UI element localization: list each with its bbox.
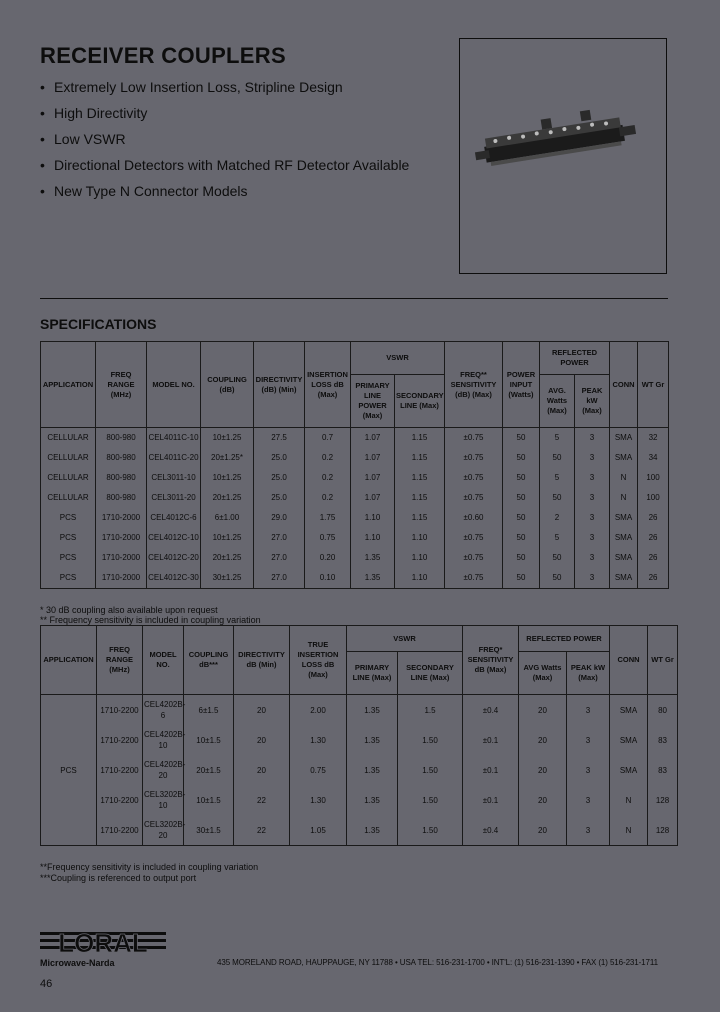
col-directivity: DIRECTIVITY dB (Min): [234, 626, 290, 695]
loral-logo: [40, 930, 166, 958]
col-vswr: VSWR: [351, 342, 445, 375]
table-row: CELLULAR 800-980 CEL3011-10 10±1.25 25.0 0.2 1.07 1.15 ±0.75 50 5 3 N 100: [41, 468, 669, 488]
table-header-row: [41, 626, 678, 652]
bullet-mark: •: [40, 183, 45, 199]
col-application: APPLICATION: [41, 626, 97, 695]
col-vswr: VSWR: [347, 626, 463, 652]
table-row: CELLULAR 800-980 CEL4011C-10 10±1.25 27.5 0.7 1.07 1.15 ±0.75 50 5 3 SMA 32: [41, 428, 669, 449]
col-freq-sensitivity: FREQ* SENSITIVITY dB (Max): [463, 626, 519, 695]
logo-text: LORAL: [58, 930, 148, 958]
col-freq-sensitivity: FREQ** SENSITIVITY (dB) (Max): [445, 342, 503, 428]
col-avg: AVG Watts (Max): [519, 652, 567, 695]
col-directivity: DIRECTIVITY (dB) (Min): [254, 342, 305, 428]
specs-table-2: [40, 625, 678, 846]
col-model: MODEL NO.: [143, 626, 184, 695]
col-conn: CONN: [610, 626, 648, 695]
col-peak: PEAK kW (Max): [567, 652, 610, 695]
page-number: 46: [40, 978, 53, 990]
bullet-mark: •: [40, 105, 45, 121]
coupler-illustration: [460, 39, 665, 272]
col-application: APPLICATION: [41, 342, 96, 428]
col-wt: WT Gr: [648, 626, 678, 695]
bullet-mark: •: [40, 157, 45, 173]
feature-item: • New Type N Connector Models: [40, 183, 248, 199]
col-conn: CONN: [610, 342, 638, 428]
col-coupling: COUPLING dB***: [184, 626, 234, 695]
col-reflected-power: REFLECTED POWER: [519, 626, 610, 652]
col-true-insertion-loss: TRUE INSERTION LOSS dB (Max): [290, 626, 347, 695]
table-row: CELLULAR 800-980 CEL3011-20 20±1.25 25.0 0.2 1.07 1.15 ±0.75 50 50 3 N 100: [41, 488, 669, 508]
feature-list: [40, 78, 409, 208]
specs-table-1: [40, 341, 669, 589]
company-address: 435 MORELAND ROAD, HAUPPAUGE, NY 11788 • USA TEL: 516-231-1700 • INT'L: (1) 516-231-1390 • FAX (1) 516-231-1711: [217, 958, 658, 967]
page-title: RECEIVER COUPLERS: [40, 43, 286, 68]
col-peak: PEAK kW (Max): [575, 375, 610, 428]
table-row: 1710-2200 CEL4202B-20 20±1.5 20 0.75 1.35 1.50 ±0.1 20 3 SMA 83: [41, 755, 678, 785]
table-row: PCS 1710-2000 CEL4012C-20 20±1.25 27.0 0.20 1.35 1.10 ±0.75 50 50 3 SMA 26: [41, 548, 669, 568]
table2-footnote: **Frequency sensitivity is included in coupling variation: [40, 862, 259, 872]
col-power-input: POWER INPUT (Watts): [503, 342, 540, 428]
col-primary-line: PRIMARY LINE (Max): [347, 652, 398, 695]
feature-item: • Extremely Low Insertion Loss, Stripline Design: [40, 79, 343, 95]
specifications-heading: SPECIFICATIONS: [40, 316, 157, 332]
col-freq-range: FREQ RANGE (MHz): [96, 342, 147, 428]
table-row: 1710-2200 CEL3202B-20 30±1.5 22 1.05 1.35 1.50 ±0.4 20 3 N 128: [41, 815, 678, 846]
table-row: CELLULAR 800-980 CEL4011C-20 20±1.25* 25.0 0.2 1.07 1.15 ±0.75 50 50 3 SMA 34: [41, 448, 669, 468]
col-freq-range: FREQ RANGE (MHz): [97, 626, 143, 695]
table1-footnote: ** Frequency sensitivity is included in coupling variation: [40, 615, 261, 625]
division-name: Microwave-Narda: [40, 958, 115, 968]
col-reflected-power: REFLECTED POWER: [540, 342, 610, 375]
table-row: PCS 1710-2000 CEL4012C-6 6±1.00 29.0 1.75 1.10 1.15 ±0.60 50 2 3 SMA 26: [41, 508, 669, 528]
table-row: PCS 1710-2000 CEL4012C-30 30±1.25 27.0 0.10 1.35 1.10 ±0.75 50 50 3 SMA 26: [41, 568, 669, 589]
feature-item: • High Directivity: [40, 105, 148, 121]
feature-item: • Low VSWR: [40, 131, 126, 147]
table-row: PCS 1710-2200 CEL4202B-6 6±1.5 20 2.00 1.35 1.5 ±0.4 20 3 SMA 80: [41, 695, 678, 726]
col-wt: WT Gr: [638, 342, 669, 428]
table-row: PCS 1710-2000 CEL4012C-10 10±1.25 27.0 0.75 1.10 1.10 ±0.75 50 5 3 SMA 26: [41, 528, 669, 548]
col-insertion-loss: INSERTION LOSS dB (Max): [305, 342, 351, 428]
bullet-mark: •: [40, 131, 45, 147]
table-row: 1710-2200 CEL3202B-10 10±1.5 22 1.30 1.35 1.50 ±0.1 20 3 N 128: [41, 785, 678, 815]
col-primary-line: PRIMARY LINE POWER (Max): [351, 375, 395, 428]
feature-item: • Directional Detectors with Matched RF Detector Available: [40, 157, 410, 173]
col-coupling: COUPLING (dB): [201, 342, 254, 428]
bullet-mark: •: [40, 79, 45, 95]
product-photo: [459, 38, 667, 274]
table-row: 1710-2200 CEL4202B-10 10±1.5 20 1.30 1.35 1.50 ±0.1 20 3 SMA 83: [41, 725, 678, 755]
table-header-row: [41, 342, 669, 375]
col-model: MODEL NO.: [147, 342, 201, 428]
col-secondary-line: SECONDARY LINE (Max): [398, 652, 463, 695]
divider: [40, 298, 668, 299]
col-avg: AVG. Watts (Max): [540, 375, 575, 428]
table2-footnote: ***Coupling is referenced to output port: [40, 873, 197, 883]
application-cell: PCS: [41, 695, 97, 846]
col-secondary-line: SECONDARY LINE (Max): [395, 375, 445, 428]
table1-footnote: * 30 dB coupling also available upon request: [40, 605, 218, 615]
